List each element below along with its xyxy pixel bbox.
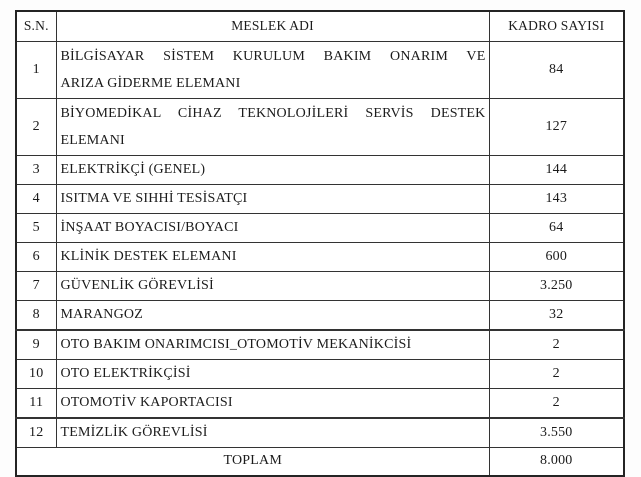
cell-kadro-sayisi: 144 [489, 155, 624, 184]
header-sn: S.N. [16, 11, 56, 41]
table-row [16, 213, 624, 242]
cell-sn: 5 [16, 213, 56, 242]
cell-meslek-adi: TEMİZLİK GÖREVLİSİ [56, 418, 489, 448]
cell-meslek-adi: GÜVENLİK GÖREVLİSİ [56, 271, 489, 300]
cell-kadro-sayisi: 600 [489, 242, 624, 271]
staffing-table [15, 10, 625, 477]
table-row [16, 242, 624, 271]
total-label-cell: TOPLAM [16, 447, 489, 476]
cell-sn: 2 [16, 98, 56, 155]
cell-sn: 1 [16, 41, 56, 98]
table-row [16, 330, 624, 360]
table-row [16, 41, 624, 98]
cell-sn: 7 [16, 271, 56, 300]
table-row [16, 271, 624, 300]
cell-meslek-adi [56, 98, 489, 155]
cell-meslek-adi: MARANGOZ [56, 300, 489, 330]
cell-kadro-sayisi: 84 [489, 41, 624, 98]
cell-sn: 9 [16, 330, 56, 360]
cell-sn: 6 [16, 242, 56, 271]
cell-kadro-sayisi: 3.250 [489, 271, 624, 300]
table-row [16, 300, 624, 330]
total-row [16, 447, 624, 476]
cell-sn: 12 [16, 418, 56, 448]
cell-kadro-sayisi: 2 [489, 359, 624, 388]
name-line: ELEMANI [60, 132, 125, 148]
table-row [16, 388, 624, 418]
cell-kadro-sayisi: 2 [489, 330, 624, 360]
cell-meslek-adi: İNŞAAT BOYACISI/BOYACI [56, 213, 489, 242]
header-meslek-adi: MESLEK ADI [56, 11, 489, 41]
table-row [16, 418, 624, 448]
cell-sn: 8 [16, 300, 56, 330]
total-count-cell: 8.000 [489, 447, 624, 476]
cell-sn: 10 [16, 359, 56, 388]
cell-meslek-adi: ELEKTRİKÇİ (GENEL) [56, 155, 489, 184]
cell-meslek-adi: KLİNİK DESTEK ELEMANI [56, 242, 489, 271]
cell-meslek-adi: OTO BAKIM ONARIMCISI_OTOMOTİV MEKANİKCİSİ [56, 330, 489, 360]
name-line: BİLGİSAYAR SİSTEM KURULUM BAKIM ONARIM VE [60, 48, 486, 64]
cell-sn: 3 [16, 155, 56, 184]
cell-meslek-adi [56, 41, 489, 98]
table-row [16, 98, 624, 155]
cell-sn: 11 [16, 388, 56, 418]
table-row [16, 184, 624, 213]
cell-kadro-sayisi: 32 [489, 300, 624, 330]
cell-kadro-sayisi: 2 [489, 388, 624, 418]
cell-kadro-sayisi: 64 [489, 213, 624, 242]
header-kadro-sayisi: KADRO SAYISI [489, 11, 624, 41]
cell-kadro-sayisi: 3.550 [489, 418, 624, 448]
cell-meslek-adi: ISITMA VE SIHHİ TESİSATÇI [56, 184, 489, 213]
cell-kadro-sayisi: 143 [489, 184, 624, 213]
name-line: BİYOMEDİKAL CİHAZ TEKNOLOJİLERİ SERVİS DESTEK [60, 105, 486, 121]
header-row [16, 11, 624, 41]
cell-meslek-adi: OTOMOTİV KAPORTACISI [56, 388, 489, 418]
cell-sn: 4 [16, 184, 56, 213]
cell-meslek-adi: OTO ELEKTRİKÇİSİ [56, 359, 489, 388]
name-line: ARIZA GİDERME ELEMANI [60, 75, 241, 91]
cell-kadro-sayisi: 127 [489, 98, 624, 155]
table-row [16, 155, 624, 184]
table-row [16, 359, 624, 388]
